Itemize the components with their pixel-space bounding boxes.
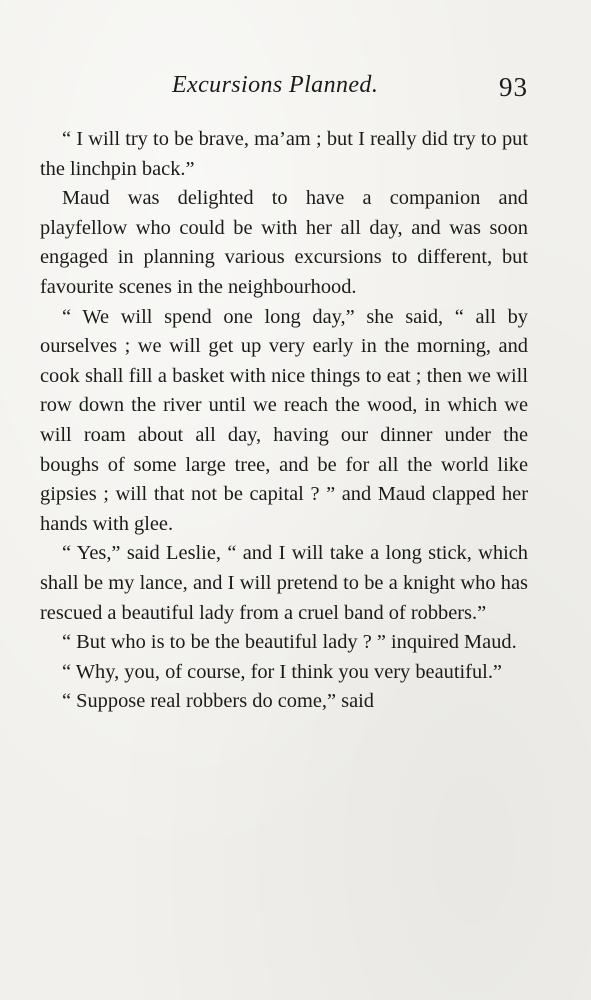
running-head [40,66,528,106]
body-text [40,125,528,717]
paragraph: Maud was delighted to have a companion and playfellow who could be with her all day, and was soon engaged in planning various excursions to different, but favourite scenes in the neighbourhood. [40,187,528,298]
paragraph: “ Suppose real robbers do come,” said [62,690,374,713]
page-number: 93 [499,72,528,102]
paragraph: “ Yes,” said Leslie, “ and I will take a long stick, which shall be my lance, and I will pretend to be a knight who has rescued a beautiful lady from a cruel band of robbers.” [40,542,528,624]
running-title: Excursions Planned. [172,72,379,98]
paragraph: “ I will try to be brave, ma’am ; but I really did try to put the linchpin back.” [40,128,528,180]
paragraph: “ We will spend one long day,” she said, “ all by ourselves ; we will get up very early in the morning, and cook shall fill a basket with nice things to eat ; then we will row down the river until we reach the wood, in which we will roam about all day, having our dinner under the boughs of some large tree, and be for all the world like gipsies ; will that not be capital ? ” and Maud clapped her hands with glee. [40,305,528,535]
paragraph: “ Why, you, of course, for I think you very beautiful.” [62,660,502,683]
paragraph: “ But who is to be the beautiful lady ? ” inquired Maud. [62,631,517,654]
